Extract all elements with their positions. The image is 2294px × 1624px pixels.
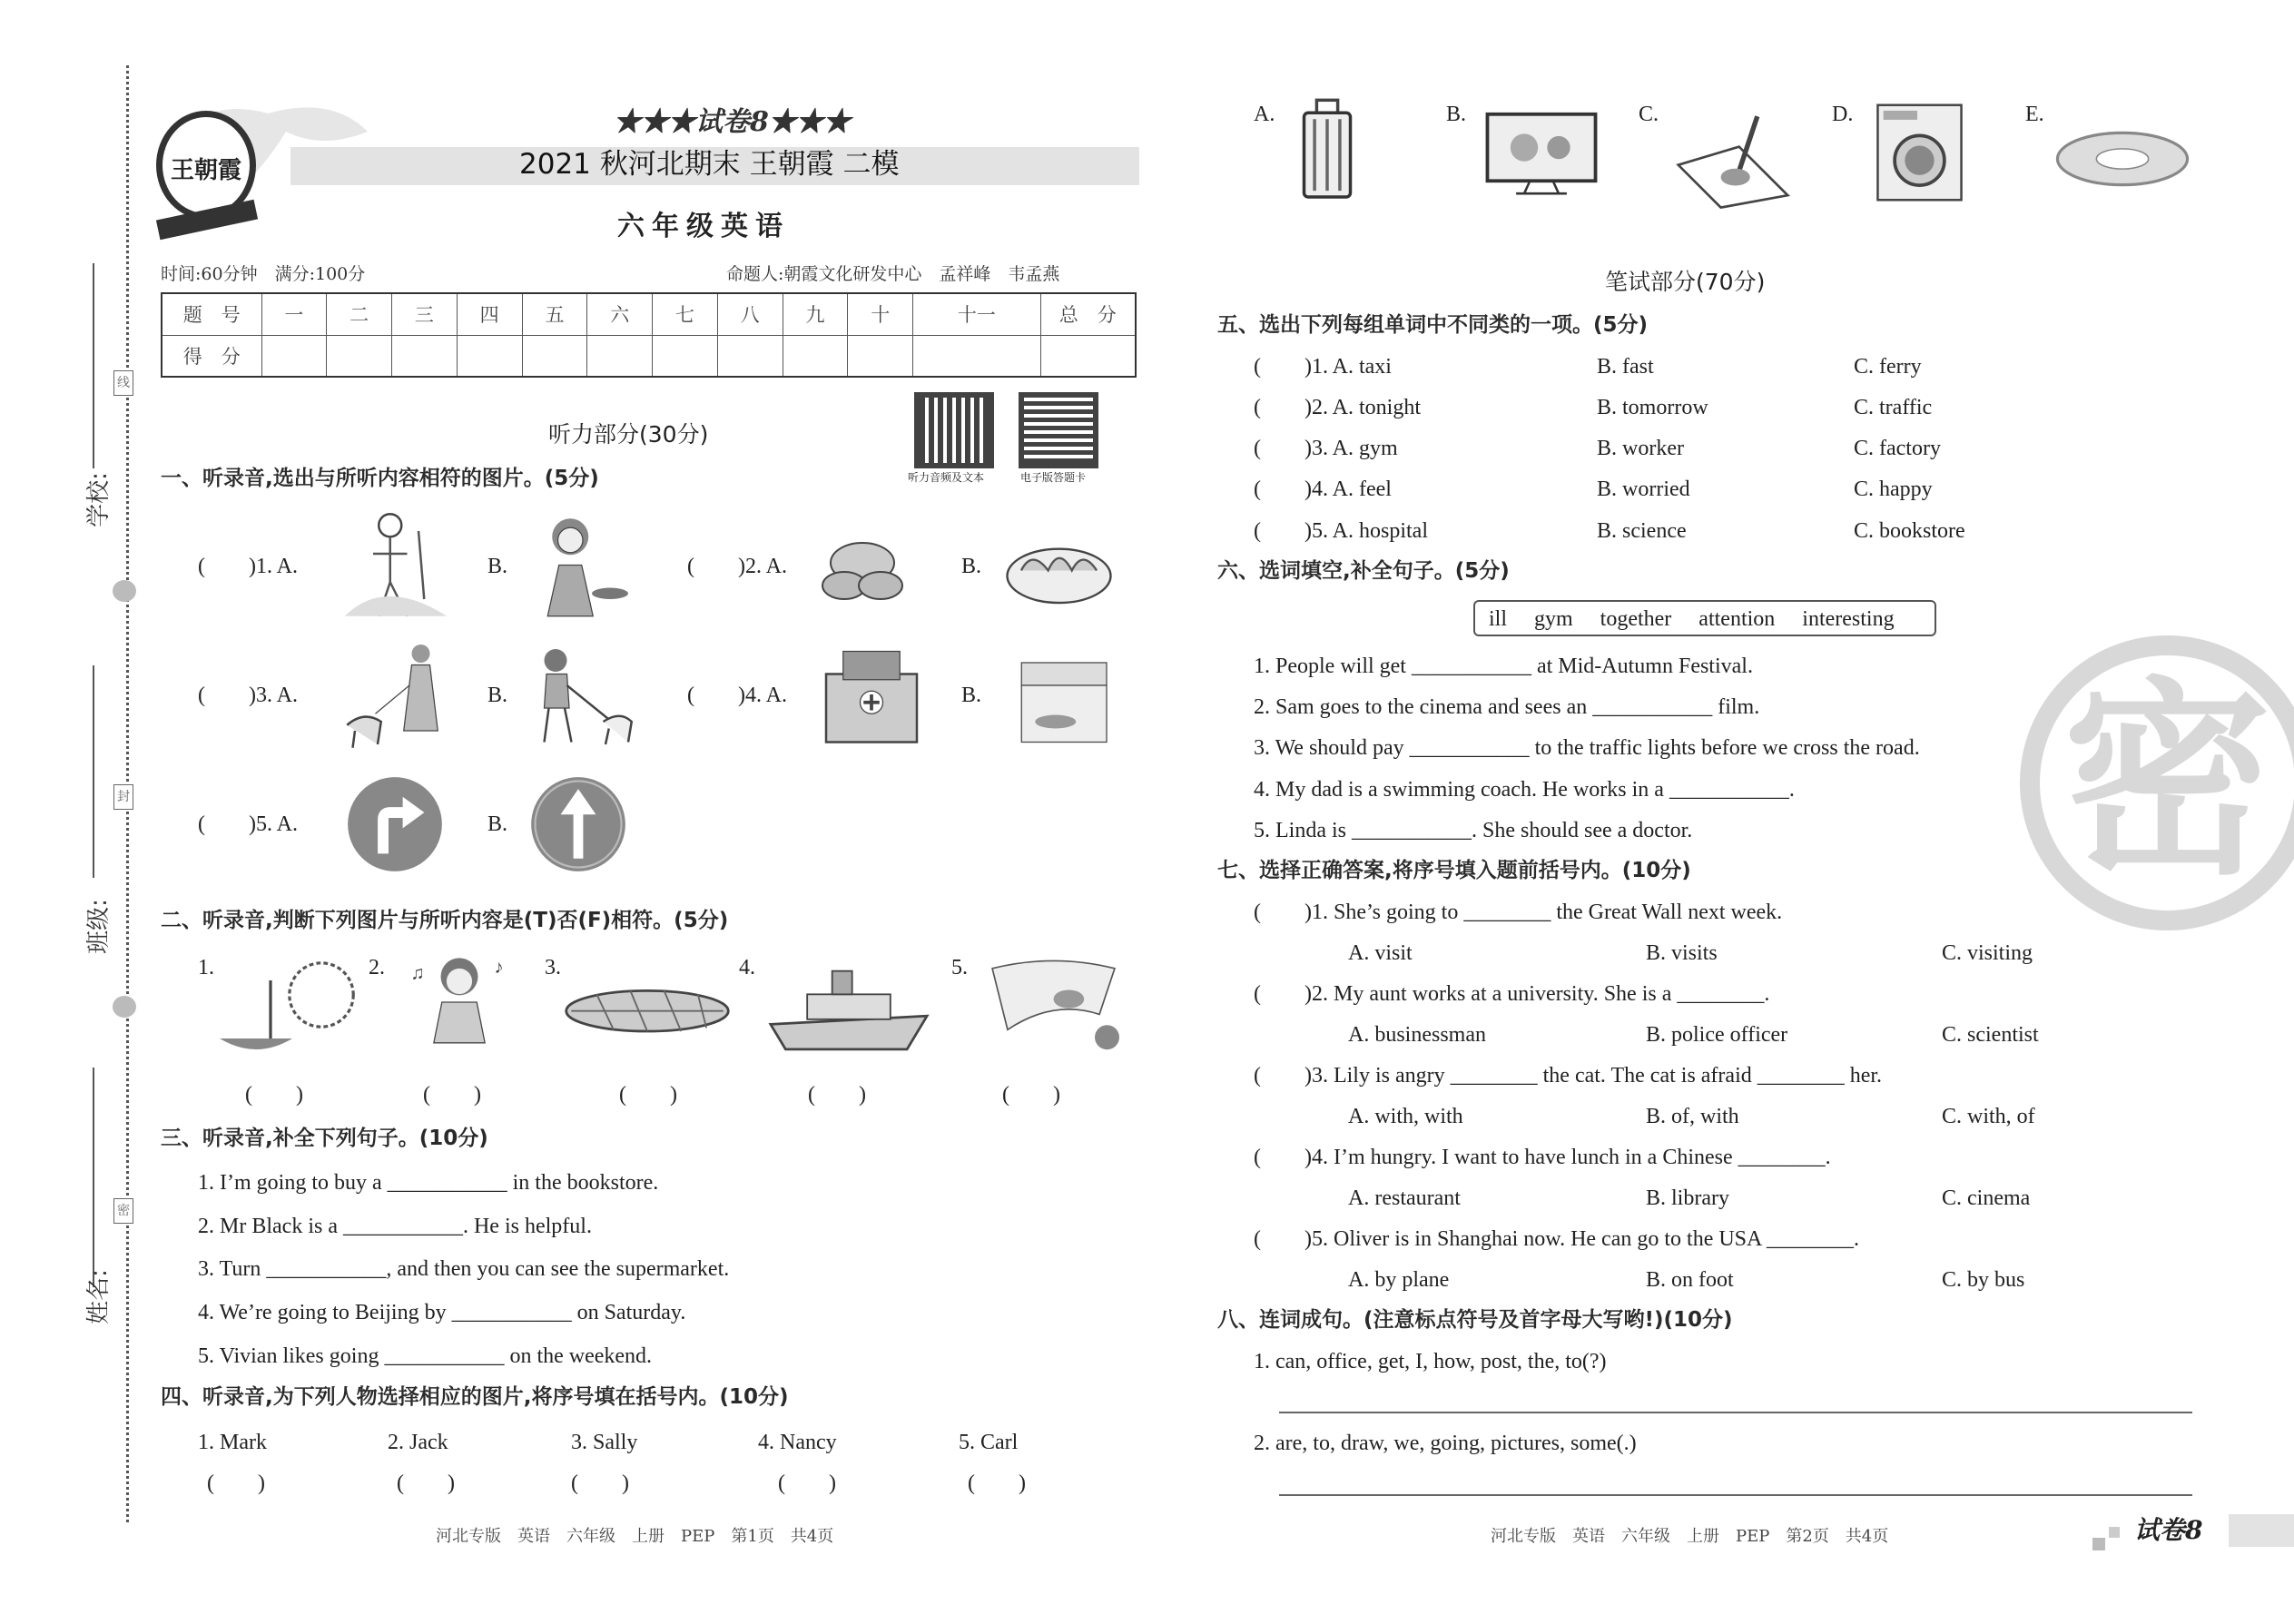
section6-heading: 六、选词填空,补全句子。(5分) [1217,559,1510,583]
s6-line-5: 5. Linda is ___________. She should see a doctor. [1254,819,1693,842]
illustration-birds-nest-stadium [563,971,732,1044]
s2-num-4: 4. [739,956,755,979]
cell: 七 [653,293,718,335]
cell: 一 [261,293,327,335]
decor-bar [2229,1514,2294,1547]
score-table-header-row [162,293,1136,335]
s4-name-2: 2. Jack [388,1431,448,1454]
pic-label-e: E. [2025,103,2044,126]
seal-box-line: 线 [113,370,133,396]
listening-title: 听力部分(30分) [548,421,709,448]
illustration-restaurant [1002,640,1120,753]
time-score-info: 时间:60分钟 满分:100分 [161,264,366,284]
name-label: 姓名: [84,1269,113,1324]
paper-badge: ★★★试卷8★★★ [614,106,851,138]
s3-line-5: 5. Vivian likes going ___________ on the weekend. [198,1344,653,1368]
answer-line-2[interactable] [1279,1494,2192,1496]
cell: 十 [848,293,913,335]
option-b: B. science [1597,519,1687,543]
illustration-tv [1482,111,1600,197]
svg-text:♫: ♫ [410,963,425,984]
qr-audio-caption: 听力音频及文本 [908,471,985,484]
seal-circle-icon [113,580,136,602]
illustration-girl-singing [399,944,519,1060]
name-underline [93,1068,94,1287]
option-a: A. with, with [1348,1105,1463,1128]
s8-item-2: 2. are, to, draw, we, going, pictures, some(.) [1254,1432,1637,1455]
cell: 总 分 [1040,293,1136,335]
cell: 题 号 [162,293,261,335]
s1-item5-b: B. [487,812,508,836]
illustration-fishing-boat [212,944,358,1060]
option-c: C. factory [1854,437,1941,460]
s4-name-5: 5. Carl [959,1431,1019,1454]
s2-num-3: 3. [545,956,561,979]
option-a: A. by plane [1348,1268,1450,1292]
score-cell [783,335,848,377]
cell: 得 分 [162,335,261,377]
s2-answer-paren-4[interactable]: ( ) [808,1083,866,1107]
score-cell [327,335,392,377]
school-underline [93,263,94,468]
s1-item2-b: B. [961,555,982,578]
section7-heading: 七、选择正确答案,将序号填入题前括号内。(10分) [1217,859,1691,882]
score-table-score-row [162,335,1136,377]
class-underline [93,665,94,878]
decor-square [2109,1527,2120,1538]
section5-heading: 五、选出下列每组单词中不同类的一项。(5分) [1217,313,1649,337]
s1-item1-b: B. [487,555,508,578]
s2-answer-paren-3[interactable]: ( ) [619,1083,677,1107]
cell: 五 [522,293,587,335]
option-c: C. happy [1854,477,1933,501]
s3-line-1: 1. I’m going to buy a ___________ in the bookstore. [198,1171,659,1195]
seal-circle-icon [113,996,136,1018]
s4-answer-paren-4[interactable]: ( ) [778,1471,836,1495]
s6-line-2: 2. Sam goes to the cinema and sees an ___________ film. [1254,695,1760,719]
score-cell [587,335,653,377]
class-label: 班级: [84,899,113,954]
option-a: ( )4. A. feel [1254,477,1392,501]
section3-heading: 三、听录音,补全下列句子。(10分) [161,1127,488,1150]
s4-name-4: 4. Nancy [758,1431,837,1454]
option-c: C. by bus [1942,1268,2025,1292]
illustration-swim-ring [2049,127,2196,191]
option-b: B. of, with [1646,1105,1739,1128]
s6-line-4: 4. My dad is a swimming coach. He works in a ___________. [1254,778,1795,802]
cell: 十一 [913,293,1040,335]
cell: 二 [327,293,392,335]
score-cell [1040,335,1136,377]
score-cell [457,335,522,377]
s1-item5-a: ( )5. A. [198,812,298,836]
s4-name-3: 3. Sally [571,1431,638,1454]
illustration-girl-cooking [519,508,633,622]
option-b: B. library [1646,1186,1729,1210]
cell: 三 [392,293,458,335]
s2-num-1: 1. [198,956,214,979]
option-a: ( )5. A. hospital [1254,519,1428,543]
option-a: A. visit [1348,941,1413,965]
word-bank: ill gym together attention interesting [1473,600,1936,636]
answer-line-1[interactable] [1279,1412,2192,1413]
authors-info: 命题人:朝霞文化研发中心 孟祥峰 韦孟燕 [726,264,1060,284]
s3-line-4: 4. We’re going to Beijing by ___________ on Saturday. [198,1301,686,1324]
question-text: ( )1. She’s going to ________ the Great Wall next week. [1254,901,1783,924]
illustration-mooncakes [812,522,912,613]
s4-answer-paren-2[interactable]: ( ) [397,1471,455,1495]
illustration-boy-walking-dog [519,640,642,753]
s6-line-1: 1. People will get ___________ at Mid-Autumn Festival. [1254,655,1753,678]
option-b: B. worried [1597,477,1690,501]
s2-answer-paren-1[interactable]: ( ) [245,1083,303,1107]
option-a: ( )3. A. gym [1254,437,1398,460]
option-b: B. visits [1646,941,1718,965]
option-a: ( )2. A. tonight [1254,396,1421,419]
pic-label-c: C. [1639,103,1659,126]
option-c: C. scientist [1942,1023,2039,1047]
option-c: C. traffic [1854,396,1933,419]
question-text: ( )4. I’m hungry. I want to have lunch in a Chinese ________. [1254,1146,1831,1169]
s2-answer-paren-2[interactable]: ( ) [423,1083,481,1107]
footer-badge [2092,1514,2294,1552]
illustration-washing-machine [1873,102,1966,203]
s2-num-5: 5. [951,956,968,979]
paper-title: 2021 秋河北期末 王朝霞 二模 [519,148,900,181]
section4-heading: 四、听录音,为下列人物选择相应的图片,将序号填在括号内。(10分) [161,1385,789,1409]
score-cell [717,335,783,377]
s8-item-1: 1. can, office, get, I, how, post, the, to(?) [1254,1350,1607,1373]
score-table [161,292,1137,378]
subject-title: 六年级英语 [617,211,790,242]
option-b: B. fast [1597,355,1654,379]
section8-heading: 八、连词成句。(注意标点符号及首字母大写哟!)(10分) [1217,1308,1733,1332]
option-c: C. visiting [1942,941,2033,965]
watermark-seal: 密 [2020,635,2294,930]
score-cell [848,335,913,377]
cell: 八 [717,293,783,335]
cell: 九 [783,293,848,335]
s1-item4-b: B. [961,684,982,707]
score-cell [261,335,327,377]
illustration-ship [761,958,937,1058]
s3-line-2: 2. Mr Black is a ___________. He is helpful. [198,1215,592,1238]
turn-right-sign-icon [346,775,444,873]
svg-text:♪: ♪ [494,958,504,978]
question-text: ( )2. My aunt works at a university. She is a ________. [1254,982,1770,1006]
s4-answer-paren-3[interactable]: ( ) [571,1471,629,1495]
question-text: ( )3. Lily is angry ________ the cat. The cat is afraid ________ her. [1254,1064,1883,1088]
s4-answer-paren-5[interactable]: ( ) [968,1471,1026,1495]
score-cell [392,335,458,377]
qr-answer-card [1019,392,1098,468]
option-a: A. restaurant [1348,1186,1461,1210]
option-c: C. cinema [1942,1186,2031,1210]
option-c: C. with, of [1942,1105,2035,1128]
decor-square [2092,1538,2105,1550]
option-a: ( )1. A. taxi [1254,355,1392,379]
section2-heading: 二、听录音,判断下列图片与所听内容是(T)否(F)相符。(5分) [161,909,729,932]
score-cell [913,335,1040,377]
qr-audio [914,392,994,468]
brand-logo: 王朝霞 [156,111,256,220]
illustration-dumplings [1002,522,1116,608]
pic-label-d: D. [1832,103,1854,126]
option-b: B. tomorrow [1597,396,1708,419]
option-b: B. worker [1597,437,1684,460]
score-cell [522,335,587,377]
score-cell [653,335,718,377]
section1-heading: 一、听录音,选出与所听内容相符的图片。(5分) [161,467,599,490]
footer-badge-text: 试卷8 [2134,1515,2203,1545]
illustration-tree-scene [973,953,1134,1060]
seal-box-seal: 封 [113,784,133,810]
illustration-painting-brush [1672,109,1794,209]
go-straight-sign-icon [529,775,627,873]
written-title: 笔试部分(70分) [1605,269,1766,295]
option-a: A. businessman [1348,1023,1486,1047]
s1-item3-b: B. [487,684,508,707]
s6-line-3: 3. We should pay ___________ to the traffic lights before we cross the road. [1254,736,1920,760]
footer-left: 河北专版 英语 六年级 上册 PEP 第1页 共4页 [436,1527,834,1546]
s1-item2-a: ( )2. A. [687,555,787,578]
option-c: C. bookstore [1854,519,1965,543]
illustration-hospital [812,640,930,753]
s1-item1-a: ( )1. A. [198,555,298,578]
s4-name-1: 1. Mark [198,1431,267,1454]
illustration-woman-walking-dog [337,640,459,753]
footer-right: 河北专版 英语 六年级 上册 PEP 第2页 共4页 [1491,1527,1889,1546]
option-b: B. on foot [1646,1268,1734,1292]
s2-answer-paren-5[interactable]: ( ) [1002,1083,1060,1107]
s2-num-2: 2. [369,956,385,979]
school-label: 学校: [84,472,113,527]
pic-label-b: B. [1446,103,1467,126]
option-c: C. ferry [1854,355,1922,379]
question-text: ( )5. Oliver is in Shanghai now. He can go to the USA ________. [1254,1227,1860,1251]
illustration-man-painting [337,508,455,622]
s1-item3-a: ( )3. A. [198,684,298,707]
illustration-suitcase [1299,98,1355,203]
seal-box-secret: 密 [113,1198,133,1224]
pic-label-a: A. [1254,103,1275,126]
s3-line-3: 3. Turn ___________, and then you can see the supermarket. [198,1257,730,1281]
cell: 四 [457,293,522,335]
qr-card-caption: 电子版答题卡 [1020,471,1087,484]
option-b: B. police officer [1646,1023,1788,1047]
s1-item4-a: ( )4. A. [687,684,787,707]
s4-answer-paren-1[interactable]: ( ) [207,1471,265,1495]
cell: 六 [587,293,653,335]
